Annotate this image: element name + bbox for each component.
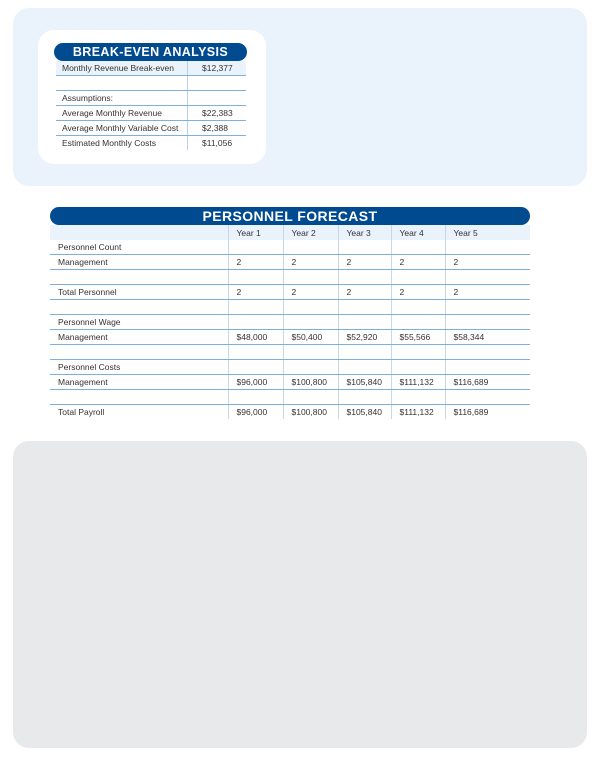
cell-value: $116,689 [445, 375, 530, 390]
table-row [56, 76, 246, 91]
row-value: $11,056 [188, 136, 247, 151]
column-header: Year 2 [283, 225, 338, 240]
cell-value [445, 315, 530, 330]
cell-value: 2 [283, 255, 338, 270]
cell-value: $100,800 [283, 375, 338, 390]
row-value: $2,388 [188, 121, 247, 136]
table-row [50, 390, 530, 405]
table-row [50, 300, 530, 315]
cell-value: $105,840 [338, 375, 391, 390]
table-row [50, 270, 530, 285]
cell-value [283, 300, 338, 315]
cell-value [445, 360, 530, 375]
cell-value: $111,132 [391, 375, 445, 390]
row-label: Average Monthly Variable Cost [56, 121, 188, 136]
column-header: Year 5 [445, 225, 530, 240]
header-blank [50, 225, 228, 240]
bottom-panel [13, 441, 587, 748]
cell-value: $116,689 [445, 405, 530, 420]
break-even-table [56, 61, 246, 150]
header-row [50, 225, 530, 240]
row-value: $12,377 [188, 61, 247, 76]
row-label: Assumptions: [56, 91, 188, 106]
cell-value [391, 240, 445, 255]
cell-value: $105,840 [338, 405, 391, 420]
cell-value: 2 [391, 255, 445, 270]
cell-value [338, 360, 391, 375]
table-row [50, 255, 530, 270]
cell-value [391, 270, 445, 285]
table-row [56, 61, 246, 76]
row-label [50, 300, 228, 315]
cell-value [283, 270, 338, 285]
cell-value: $96,000 [228, 405, 283, 420]
break-even-title: BREAK-EVEN ANALYSIS [54, 43, 247, 61]
cell-value: 2 [228, 285, 283, 300]
cell-value [391, 360, 445, 375]
cell-value [228, 390, 283, 405]
cell-value [391, 315, 445, 330]
table-row [50, 360, 530, 375]
row-value [188, 91, 247, 106]
cell-value [228, 345, 283, 360]
cell-value [338, 390, 391, 405]
cell-value [228, 300, 283, 315]
personnel-forecast-table [50, 225, 530, 419]
table-row [56, 121, 246, 136]
cell-value: $48,000 [228, 330, 283, 345]
table-row [50, 375, 530, 390]
cell-value [338, 270, 391, 285]
row-label: Personnel Costs [50, 360, 228, 375]
cell-value: $58,344 [445, 330, 530, 345]
cell-value: $100,800 [283, 405, 338, 420]
row-label: Estimated Monthly Costs [62, 138, 157, 148]
row-label: Personnel Count [50, 240, 228, 255]
table-row [56, 91, 246, 106]
table-row [50, 240, 530, 255]
row-label: Total Payroll [58, 407, 105, 417]
row-label: Management [50, 330, 228, 345]
row-value: $22,383 [188, 106, 247, 121]
cell-value [391, 300, 445, 315]
row-label [56, 76, 188, 91]
cell-value: 2 [338, 255, 391, 270]
cell-value: 2 [445, 255, 530, 270]
table-row [50, 315, 530, 330]
table-row [56, 136, 246, 151]
row-label: Management [50, 255, 228, 270]
column-header: Year 4 [391, 225, 445, 240]
column-header: Year 3 [338, 225, 391, 240]
cell-value [228, 240, 283, 255]
cell-value [445, 345, 530, 360]
row-label [50, 270, 228, 285]
cell-value [338, 300, 391, 315]
row-label: Average Monthly Revenue [56, 106, 188, 121]
row-label: Total Personnel [50, 285, 228, 300]
cell-value [391, 390, 445, 405]
cell-value: 2 [228, 255, 283, 270]
cell-value [228, 360, 283, 375]
row-value [188, 76, 247, 91]
cell-value [445, 270, 530, 285]
cell-value [338, 240, 391, 255]
row-label: Management [50, 375, 228, 390]
cell-value [283, 315, 338, 330]
cell-value [228, 315, 283, 330]
cell-value [445, 240, 530, 255]
cell-value: $50,400 [283, 330, 338, 345]
cell-value [445, 390, 530, 405]
table-row [56, 106, 246, 121]
cell-value: $55,566 [391, 330, 445, 345]
table-row [50, 330, 530, 345]
cell-value: $52,920 [338, 330, 391, 345]
cell-value [283, 360, 338, 375]
cell-value: 2 [338, 285, 391, 300]
cell-value: 2 [391, 285, 445, 300]
cell-value [283, 240, 338, 255]
cell-value: 2 [445, 285, 530, 300]
table-row [50, 345, 530, 360]
row-label: Personnel Wage [50, 315, 228, 330]
cell-value [445, 300, 530, 315]
table-row [50, 285, 530, 300]
cell-value [228, 270, 283, 285]
cell-value: 2 [283, 285, 338, 300]
cell-value [391, 345, 445, 360]
column-header: Year 1 [228, 225, 283, 240]
row-label [50, 345, 228, 360]
cell-value [338, 315, 391, 330]
row-label [50, 390, 228, 405]
cell-value: $96,000 [228, 375, 283, 390]
row-label: Monthly Revenue Break-even [56, 61, 188, 76]
cell-value: $111,132 [391, 405, 445, 420]
cell-value [283, 390, 338, 405]
personnel-forecast-title: PERSONNEL FORECAST [50, 207, 530, 225]
cell-value [338, 345, 391, 360]
cell-value [283, 345, 338, 360]
table-row [50, 405, 530, 420]
